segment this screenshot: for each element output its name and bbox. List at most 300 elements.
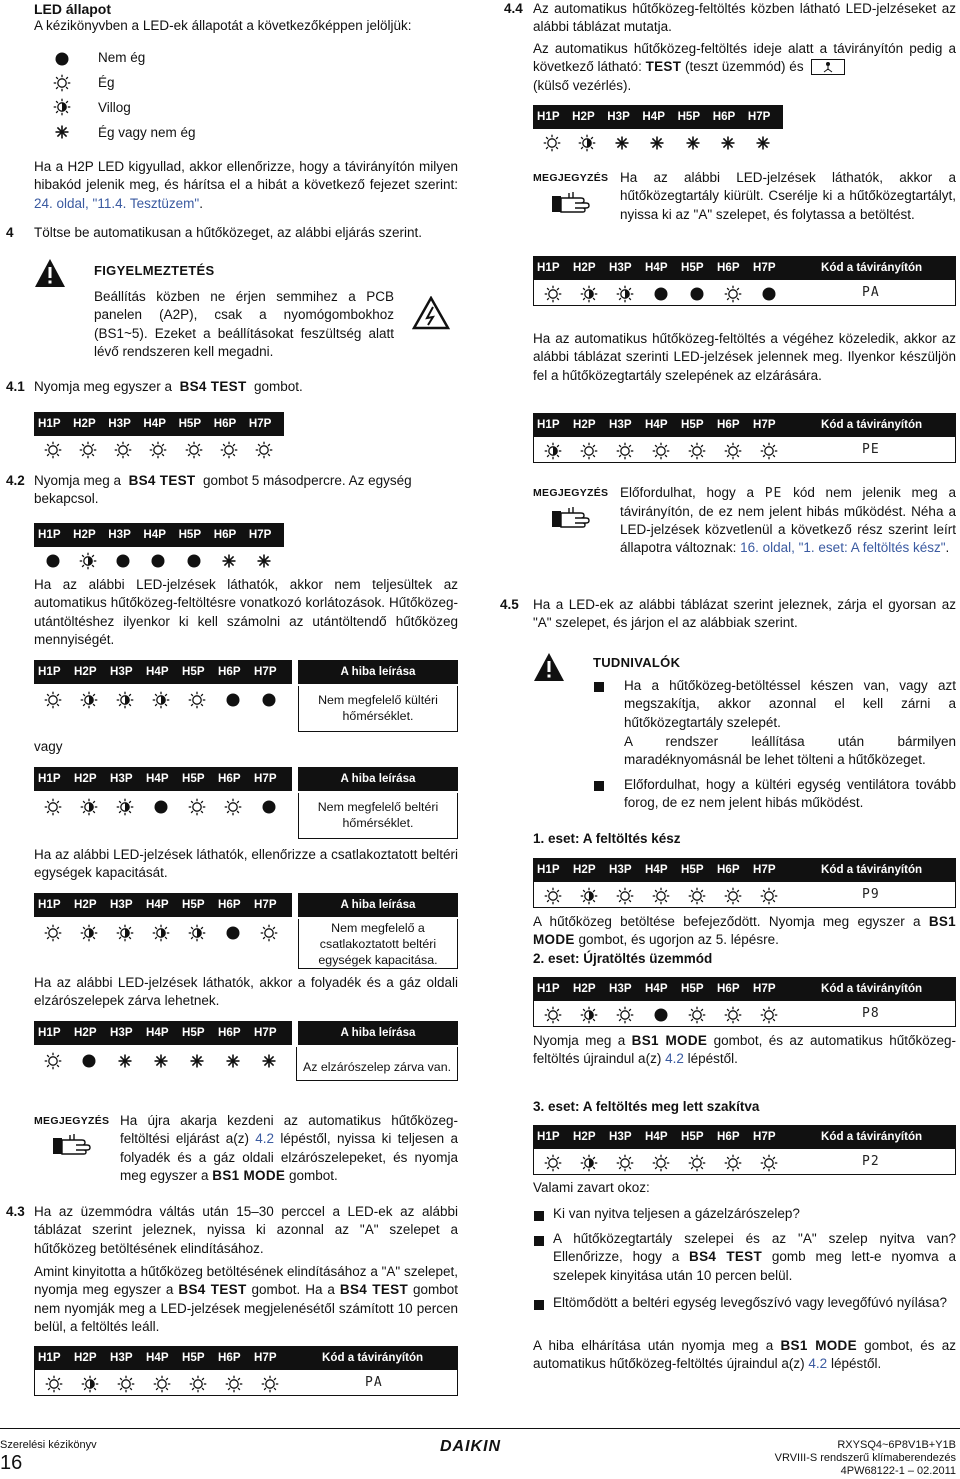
led-header-row bbox=[34, 1021, 292, 1045]
error-table-indoor bbox=[34, 767, 458, 839]
led-h5p-on-icon bbox=[182, 690, 218, 710]
led-header-h5p: H5P bbox=[677, 110, 701, 124]
legend bbox=[50, 46, 250, 146]
led-status-title: LED állapot bbox=[34, 1, 112, 17]
led-header-h5p: H5P bbox=[681, 863, 704, 877]
led-h1p-on-icon bbox=[538, 284, 574, 304]
remote-code: P2 bbox=[862, 1154, 880, 1169]
led-header-h6p: H6P bbox=[218, 898, 241, 912]
led-h3p-on-icon bbox=[111, 1374, 147, 1394]
led-header-h7p: H7P bbox=[248, 528, 272, 542]
led-h5p-off-icon bbox=[682, 284, 718, 304]
led-h7p-off-icon bbox=[754, 284, 790, 304]
note-hand-icon bbox=[52, 1132, 92, 1158]
daikin-logo: DAIKIN bbox=[440, 1438, 502, 1455]
led-h7p-off-icon bbox=[254, 797, 290, 817]
led-header-h6p: H6P bbox=[717, 1130, 740, 1144]
led-table-case-2 bbox=[533, 977, 956, 1027]
step-4-4-number: 4.4 bbox=[504, 1, 523, 16]
step-4-3-paragraph-2: Amint kinyitotta a hűtőközeg betöltésének elindításához a "A" szelepet, nyomja meg egyszer a BS4 TEST gombot. Ha a BS4 TEST gombot nem nyomják meg a LED-jelzések megjelenésétől számított 10 percen belül, a feltöltés leáll. bbox=[34, 1264, 458, 1335]
led-h5p-blink-icon bbox=[182, 923, 218, 943]
note-hand-icon bbox=[551, 190, 591, 216]
led-table-case-3 bbox=[533, 1125, 956, 1175]
note-label: MEGJEGYZÉS bbox=[533, 172, 609, 184]
case-3-intro: Valami zavart okoz: bbox=[533, 1180, 650, 1195]
led-header-h5p: H5P bbox=[182, 898, 205, 912]
case-1-link[interactable]: 16. oldal, "1. eset: A feltöltés kész" bbox=[740, 540, 946, 556]
led-header-h6p: H6P bbox=[213, 417, 237, 431]
led-header-h5p: H5P bbox=[681, 418, 704, 432]
led-h2p-blink-icon bbox=[74, 797, 110, 817]
led-h6p-off-icon bbox=[218, 690, 254, 710]
remote-code: P9 bbox=[862, 887, 880, 902]
led-h2p-blink-icon bbox=[73, 551, 108, 571]
error-header: A hiba leírása bbox=[298, 660, 458, 684]
led-header-h4p: H4P bbox=[645, 418, 668, 432]
error-description: Az elzárószelep zárva van. bbox=[296, 1047, 458, 1081]
led-h1p-off-icon bbox=[38, 551, 73, 571]
page-number: 16 bbox=[0, 1452, 23, 1474]
led-h1p-on-icon bbox=[538, 1005, 574, 1025]
led-state-row bbox=[533, 129, 783, 157]
led-h6p-on-icon bbox=[219, 1374, 255, 1394]
led-state-row bbox=[34, 1047, 290, 1075]
led-h5p-on-icon bbox=[183, 1374, 219, 1394]
led-state-row bbox=[34, 793, 290, 821]
led-state-row bbox=[34, 686, 290, 714]
led-h6p-any-icon bbox=[214, 551, 249, 571]
info-item-1b: A rendszer leállítása után bármilyen maradéknyomásnál be lehet tölteni a hűtőközeget. bbox=[624, 734, 956, 768]
remote-code-header: Kód a távirányítón bbox=[821, 863, 923, 877]
case-3-bullet-2 bbox=[534, 1236, 544, 1246]
step-link[interactable]: 4.2 bbox=[255, 1131, 275, 1147]
led-header-row bbox=[34, 893, 292, 917]
info-title: TUDNIVALÓK bbox=[593, 655, 681, 670]
led-h7p-on-icon bbox=[255, 1374, 291, 1394]
led-h3p-on-icon bbox=[610, 886, 646, 906]
step-link[interactable]: 4.2 bbox=[808, 1356, 828, 1372]
led-header-h7p: H7P bbox=[254, 1026, 277, 1040]
led-header-h4p: H4P bbox=[645, 863, 668, 877]
led-header-row bbox=[533, 413, 956, 437]
led-header-h1p: H1P bbox=[38, 665, 61, 679]
led-header-h7p: H7P bbox=[753, 418, 776, 432]
case-1-title: 1. eset: A feltöltés kész bbox=[533, 831, 681, 846]
led-state-row bbox=[34, 547, 284, 575]
led-h6p-on-icon bbox=[718, 1153, 754, 1173]
led-header-h3p: H3P bbox=[110, 1026, 133, 1040]
near-end-paragraph: Ha az automatikus hűtőközeg-feltöltés a végéhez közeledik, akkor az alábbi táblázat szerinti LED-jelzések jelennek meg. Ilyenkor készüljön fel a hűtőközegtartály szelepének az elzárására. bbox=[533, 331, 956, 383]
led-h4p-any-icon bbox=[146, 1051, 182, 1071]
led-h6p-on-icon bbox=[718, 441, 754, 461]
led-header-h3p: H3P bbox=[609, 418, 632, 432]
led-h6p-on-icon bbox=[214, 440, 249, 460]
led-h3p-on-icon bbox=[108, 440, 143, 460]
led-h1p-on-icon bbox=[537, 133, 572, 153]
error-table-capacity bbox=[34, 893, 458, 969]
led-h7p-on-icon bbox=[754, 1153, 790, 1173]
info-item-1: Ha a hűtőközeg-betöltéssel készen van, vagy azt megszakítja, akkor azonnal el kell zárni a hűtőközegtartály szelepét. bbox=[624, 678, 956, 730]
led-h4p-off-icon bbox=[646, 284, 682, 304]
led-header-h6p: H6P bbox=[218, 1351, 241, 1365]
remote-code: P8 bbox=[862, 1006, 880, 1021]
led-header-h6p: H6P bbox=[717, 418, 740, 432]
case-2-title: 2. eset: Újratöltés üzemmód bbox=[533, 951, 713, 966]
led-h3p-on-icon bbox=[610, 1153, 646, 1173]
led-header-h7p: H7P bbox=[753, 982, 776, 996]
step-4-number: 4 bbox=[6, 225, 14, 240]
led-header-h5p: H5P bbox=[681, 261, 704, 275]
remote-code-header: Kód a távirányítón bbox=[322, 1351, 424, 1365]
led-h6p-on-icon bbox=[718, 284, 754, 304]
step-4-2-text: Nyomja meg a BS4 TEST gombot 5 másodpercre. Az egység bekapcsol. bbox=[34, 473, 412, 507]
led-state-row bbox=[34, 436, 284, 464]
led-header-h4p: H4P bbox=[645, 1130, 668, 1144]
case-1-text: A hűtőközeg betöltése befejeződött. Nyomja meg egyszer a BS1 MODE gombot, és ugorjon az 5. lépésre. bbox=[533, 914, 956, 948]
led-header-h5p: H5P bbox=[178, 528, 202, 542]
error-table-valve bbox=[34, 1021, 458, 1081]
error-description: Nem megfelelő kültéri hőmérséklet. bbox=[298, 686, 458, 732]
led-h4p-on-icon bbox=[646, 441, 682, 461]
led-h4p-blink-icon bbox=[146, 923, 182, 943]
led-header-h7p: H7P bbox=[254, 898, 277, 912]
led-h1p-on-icon bbox=[538, 886, 574, 906]
note-label: MEGJEGYZÉS bbox=[34, 1115, 110, 1127]
led-header-h1p: H1P bbox=[38, 417, 61, 431]
led-h2p-blink-icon bbox=[574, 1153, 610, 1173]
led-header-row bbox=[533, 858, 956, 882]
led-header-h1p: H1P bbox=[38, 898, 61, 912]
led-h7p-on-icon bbox=[754, 886, 790, 906]
led-h1p-on-icon bbox=[38, 690, 74, 710]
led-h1p-blink-icon bbox=[538, 441, 574, 461]
led-h5p-on-icon bbox=[682, 1153, 718, 1173]
led-h6p-any-icon bbox=[218, 1051, 254, 1071]
led-h4p-off-icon bbox=[146, 797, 182, 817]
led-header-h6p: H6P bbox=[213, 528, 237, 542]
step-4-text: Töltse be automatikusan a hűtőközeget, az alábbi eljárás szerint. bbox=[34, 225, 422, 240]
led-header-h5p: H5P bbox=[182, 772, 205, 786]
led-h5p-on-icon bbox=[179, 440, 214, 460]
case-2-text: Nyomja meg a BS1 MODE gombot, és az automatikus hűtőközeg-feltöltés újraindul a(z) 4.2 lépéstől. bbox=[533, 1033, 956, 1067]
led-h2p-blink-icon bbox=[572, 133, 607, 153]
bs4-test-label: BS4 TEST bbox=[179, 379, 247, 394]
step-4-2-number: 4.2 bbox=[6, 473, 25, 488]
led-header-h1p: H1P bbox=[537, 1130, 560, 1144]
led-header-h4p: H4P bbox=[146, 898, 169, 912]
led-header-h3p: H3P bbox=[609, 863, 632, 877]
led-header-h7p: H7P bbox=[254, 665, 277, 679]
led-h6p-on-icon bbox=[718, 1005, 754, 1025]
legend-any-icon bbox=[53, 123, 71, 141]
led-h3p-on-icon bbox=[610, 1005, 646, 1025]
led-h4p-off-icon bbox=[646, 1005, 682, 1025]
led-h2p-blink-icon bbox=[74, 690, 110, 710]
valve-paragraph: Ha az alábbi LED-jelzések láthatók, akkor a folyadék és a gáz oldali elzárószelepek zárva lehetnek. bbox=[34, 975, 458, 1009]
led-header-h2p: H2P bbox=[74, 665, 97, 679]
led-header-h1p: H1P bbox=[38, 1026, 61, 1040]
led-header-row bbox=[34, 523, 284, 547]
led-header-h4p: H4P bbox=[146, 1026, 169, 1040]
led-header-h1p: H1P bbox=[537, 863, 560, 877]
legend-on-label: Ég bbox=[98, 75, 115, 90]
led-header-h6p: H6P bbox=[218, 665, 241, 679]
led-header-h2p: H2P bbox=[573, 863, 596, 877]
warning-title: FIGYELMEZTETÉS bbox=[94, 263, 215, 278]
led-h2p-blink-icon bbox=[75, 1374, 111, 1394]
capacity-paragraph: Ha az alábbi LED-jelzések láthatók, ellenőrizze a csatlakoztatott beltéri egységek kapacitását. bbox=[34, 847, 458, 881]
led-h4p-on-icon bbox=[147, 1374, 183, 1394]
led-h5p-any-icon bbox=[678, 133, 713, 153]
led-h3p-off-icon bbox=[108, 551, 143, 571]
led-h2p-on-icon bbox=[73, 440, 108, 460]
note-3-text: Előfordulhat, hogy a PE kód nem jelenik meg a távirányítón, de ez nem jelent hibás működést. Néha a LED-jelzések közvetlenül a következő rész szerint leírt állapotra változnak: 16. oldal, "1. eset: A feltöltés kész". bbox=[620, 485, 956, 556]
led-header-h6p: H6P bbox=[717, 982, 740, 996]
legend-on-icon bbox=[53, 74, 71, 92]
led-header-h7p: H7P bbox=[753, 863, 776, 877]
led-header-h2p: H2P bbox=[572, 110, 595, 124]
led-h1p-on-icon bbox=[38, 1051, 74, 1071]
step-4-3-text: Ha az üzemmódra váltás után 15–30 perccel a LED-ek az alábbi táblázat szerint jeleznek, nyissa ki azonnal az "A" szelepet a hűtőközeg betöltésének elindításához. bbox=[34, 1204, 458, 1256]
led-header-h3p: H3P bbox=[607, 110, 630, 124]
bs4-test-label: BS4 TEST bbox=[128, 473, 196, 488]
led-header-h3p: H3P bbox=[609, 1130, 632, 1144]
led-header-h4p: H4P bbox=[146, 772, 169, 786]
led-h7p-on-icon bbox=[754, 1005, 790, 1025]
led-header-h6p: H6P bbox=[717, 863, 740, 877]
step-link[interactable]: 4.2 bbox=[665, 1051, 684, 1067]
error-header: A hiba leírása bbox=[298, 893, 458, 917]
led-header-h3p: H3P bbox=[110, 1351, 133, 1365]
led-header-h5p: H5P bbox=[178, 417, 202, 431]
led-header-h7p: H7P bbox=[753, 1130, 776, 1144]
led-header-row bbox=[533, 977, 956, 1001]
or-label: vagy bbox=[34, 739, 63, 754]
step-4-1-text: Nyomja meg egyszer a BS4 TEST gombot. bbox=[34, 379, 303, 394]
led-h2p-blink-icon bbox=[574, 886, 610, 906]
led-header-h3p: H3P bbox=[609, 982, 632, 996]
led-h5p-any-icon bbox=[182, 1051, 218, 1071]
case-3-item-1: Ki van nyitva teljesen a gázelzárószelep? bbox=[553, 1206, 800, 1221]
led-state-row bbox=[534, 437, 790, 465]
info-bullet-1 bbox=[594, 682, 604, 692]
led-header-h5p: H5P bbox=[681, 1130, 704, 1144]
led-h7p-off-icon bbox=[254, 690, 290, 710]
legend-blink-icon bbox=[53, 98, 71, 116]
led-header-h3p: H3P bbox=[110, 898, 133, 912]
led-state-row bbox=[534, 280, 790, 308]
test-indicator: TEST bbox=[645, 59, 682, 75]
external-control-icon bbox=[811, 59, 845, 75]
footer-model: RXYSQ4~6P8V1B+Y1B bbox=[837, 1439, 956, 1451]
led-header-h2p: H2P bbox=[74, 1026, 97, 1040]
led-header-h4p: H4P bbox=[143, 417, 166, 431]
led-header-h1p: H1P bbox=[38, 772, 61, 786]
remote-code: PE bbox=[862, 442, 880, 457]
led-header-h5p: H5P bbox=[182, 665, 205, 679]
led-header-h6p: H6P bbox=[717, 261, 740, 275]
led-h4p-on-icon bbox=[143, 440, 178, 460]
led-h3p-blink-icon bbox=[110, 923, 146, 943]
step-4-3-number: 4.3 bbox=[6, 1204, 25, 1219]
led-state-row bbox=[534, 1149, 790, 1177]
led-h3p-any-icon bbox=[607, 133, 642, 153]
case-3-item-3: Eltömődött a beltéri egység levegőszívó vagy levegőfúvó nyílása? bbox=[553, 1295, 947, 1310]
led-state-row bbox=[534, 882, 790, 910]
legend-any-label: Ég vagy nem ég bbox=[98, 125, 196, 140]
led-h6p-any-icon bbox=[713, 133, 748, 153]
led-header-h2p: H2P bbox=[74, 1351, 97, 1365]
led-h7p-any-icon bbox=[254, 1051, 290, 1071]
led-header-h4p: H4P bbox=[143, 528, 166, 542]
led-header-h2p: H2P bbox=[573, 418, 596, 432]
led-header-h1p: H1P bbox=[38, 528, 61, 542]
footer-manual-label: Szerelési kézikönyv bbox=[0, 1439, 97, 1451]
led-h4p-blink-icon bbox=[146, 690, 182, 710]
note-2-text: Ha az alábbi LED-jelzések láthatók, akkor a hűtőközegtartály kiürült. Cserélje ki a hűtőközegtartályt, nyissa ki az "A" szelepet, és folytassa a betöltést. bbox=[620, 170, 956, 222]
led-table-empty bbox=[533, 256, 956, 306]
led-header-h1p: H1P bbox=[38, 1351, 61, 1365]
led-header-h1p: H1P bbox=[537, 418, 560, 432]
led-h7p-any-icon bbox=[748, 133, 783, 153]
led-h6p-on-icon bbox=[718, 886, 754, 906]
led-header-h7p: H7P bbox=[254, 1351, 277, 1365]
led-state-row bbox=[34, 919, 290, 947]
led-h2p-blink-icon bbox=[74, 923, 110, 943]
led-h1p-on-icon bbox=[538, 1153, 574, 1173]
led-h6p-off-icon bbox=[218, 923, 254, 943]
footer-series: VRVIII-S rendszerű klímaberendezés bbox=[774, 1452, 956, 1464]
led-h1p-on-icon bbox=[38, 797, 74, 817]
led-h3p-blink-icon bbox=[110, 797, 146, 817]
led-h3p-on-icon bbox=[610, 441, 646, 461]
led-header-h5p: H5P bbox=[182, 1026, 205, 1040]
remote-code-header: Kód a távirányítón bbox=[821, 982, 923, 996]
remote-code-header: Kód a távirányítón bbox=[821, 418, 923, 432]
led-header-h2p: H2P bbox=[74, 898, 97, 912]
led-h3p-any-icon bbox=[110, 1051, 146, 1071]
led-header-h4p: H4P bbox=[645, 982, 668, 996]
led-h7p-any-icon bbox=[249, 551, 284, 571]
led-state-row bbox=[35, 1370, 291, 1398]
step-4-5-text: Ha a LED-ek az alábbi táblázat szerint jeleznek, zárja el gyorsan az "A" szelepet, és járjon el az alábbiak szerint. bbox=[533, 597, 956, 631]
led-table-4-3 bbox=[34, 1346, 458, 1396]
led-header-h6p: H6P bbox=[218, 1026, 241, 1040]
warning-icon bbox=[34, 258, 66, 288]
led-h1p-on-icon bbox=[38, 440, 73, 460]
led-header-h1p: H1P bbox=[537, 982, 560, 996]
led-header-h4p: H4P bbox=[146, 665, 169, 679]
error-description: Nem megfelelő a csatlakoztatott beltéri egységek kapacitása. bbox=[298, 919, 458, 969]
led-h7p-on-icon bbox=[249, 440, 284, 460]
led-header-h6p: H6P bbox=[712, 110, 736, 124]
remote-code: PA bbox=[365, 1375, 383, 1390]
led-header-h7p: H7P bbox=[248, 417, 272, 431]
led-header-h3p: H3P bbox=[110, 772, 133, 786]
led-h2p-blink-icon bbox=[574, 1005, 610, 1025]
error-table-outdoor bbox=[34, 660, 458, 732]
step-4-1-number: 4.1 bbox=[6, 379, 25, 394]
warning-body: Beállítás közben ne érjen semmihez a PCB panelen (A2P), csak a nyomógombokhoz (BS1~5). Ezeket a beállításokat feszültség alatt lévő rendszeren kell megadni. bbox=[94, 289, 394, 360]
led-header-h2p: H2P bbox=[73, 528, 96, 542]
note-hand-icon bbox=[551, 505, 591, 531]
led-status-intro: A kézikönyvben a LED-ek állapotát a következőképpen jelöljük: bbox=[34, 18, 412, 33]
led-h5p-on-icon bbox=[682, 1005, 718, 1025]
led-h1p-on-icon bbox=[38, 923, 74, 943]
led-h5p-on-icon bbox=[682, 441, 718, 461]
case-3-bullet-3 bbox=[534, 1300, 544, 1310]
led-h5p-on-icon bbox=[682, 886, 718, 906]
led-header-row bbox=[34, 767, 292, 791]
led-h3p-blink-icon bbox=[110, 690, 146, 710]
led-header-h3p: H3P bbox=[108, 417, 131, 431]
led-header-h7p: H7P bbox=[753, 261, 776, 275]
led-header-row bbox=[34, 660, 292, 684]
led-header-h7p: H7P bbox=[254, 772, 277, 786]
step-4-4-text: Az automatikus hűtőközeg-feltöltés közben látható LED-jelzéseket az alábbi táblázat mutatja. bbox=[533, 1, 956, 35]
led-header-h1p: H1P bbox=[537, 110, 560, 124]
footer-rule bbox=[0, 1428, 960, 1429]
led-header-h5p: H5P bbox=[182, 1351, 205, 1365]
led-h2p-on-icon bbox=[574, 441, 610, 461]
note-label: MEGJEGYZÉS bbox=[533, 487, 609, 499]
led-table-4-4 bbox=[533, 105, 783, 157]
led-h4p-on-icon bbox=[646, 1153, 682, 1173]
led-header-h4p: H4P bbox=[146, 1351, 169, 1365]
error-header: A hiba leírása bbox=[298, 767, 458, 791]
step-4-4-paragraph-2: Az automatikus hűtőközeg-feltöltés ideje alatt a távirányítón pedig a következő látható: TEST (teszt üzemmód) és (külső vezérlés). bbox=[533, 41, 956, 93]
h2p-link[interactable]: 24. oldal, "11.4. Tesztüzem" bbox=[34, 195, 200, 211]
error-header: A hiba leírása bbox=[298, 1021, 458, 1045]
led-header-h3p: H3P bbox=[110, 665, 133, 679]
led-h4p-off-icon bbox=[143, 551, 178, 571]
info-icon bbox=[533, 652, 565, 682]
led-header-h2p: H2P bbox=[573, 982, 596, 996]
remote-code: PA bbox=[862, 285, 880, 300]
step-4-5-number: 4.5 bbox=[500, 597, 519, 612]
led-header-h5p: H5P bbox=[681, 982, 704, 996]
led-h2p-off-icon bbox=[74, 1051, 110, 1071]
led-header-row bbox=[34, 1346, 458, 1370]
case-3-title: 3. eset: A feltöltés meg lett szakítva bbox=[533, 1099, 760, 1114]
remote-code-header: Kód a távirányítón bbox=[821, 1130, 923, 1144]
footer-docnum: 4PW68122-1 – 02.2011 bbox=[840, 1465, 956, 1477]
led-table-4-1 bbox=[34, 412, 284, 464]
led-h7p-on-icon bbox=[254, 923, 290, 943]
led-header-h1p: H1P bbox=[537, 261, 560, 275]
led-header-h2p: H2P bbox=[74, 772, 97, 786]
led-header-h2p: H2P bbox=[573, 261, 596, 275]
led-header-row bbox=[533, 256, 956, 280]
led-h6p-on-icon bbox=[218, 797, 254, 817]
legend-off-icon bbox=[53, 50, 71, 68]
note-1-text: Ha újra akarja kezdeni az automatikus hűtőközeg-feltöltési eljárást a(z) 4.2 lépéstől, nyissa ki teljesen a folyadék és a gáz oldali elzárószelepeket, és nyomja meg egyszer a BS1 MODE gombot. bbox=[120, 1113, 458, 1184]
limit-paragraph: Ha az alábbi LED-jelzések láthatók, akkor nem teljesültek az automatikus hűtőközeg-feltöltésre vonatkozó korlátozások. Hűtőközeg-utántöltéshez ilyenkor ki kell számolni az utántöltendő hűtőközeg mennyiségét. bbox=[34, 577, 458, 648]
led-table-case-1 bbox=[533, 858, 956, 908]
led-header-h3p: H3P bbox=[609, 261, 632, 275]
led-header-h4p: H4P bbox=[645, 261, 668, 275]
led-header-row bbox=[533, 105, 783, 129]
info-bullet-2 bbox=[594, 781, 604, 791]
legend-off-label: Nem ég bbox=[98, 50, 146, 65]
legend-blink-label: Villog bbox=[98, 100, 131, 115]
case-3-item-2: A hűtőközegtartály szelepei és az "A" szelep nyitva van? Ellenőrizze, hogy a BS4 TEST gomb meg lett-e nyomva a szelepek kinyitása után 10 percen belül. bbox=[553, 1231, 956, 1283]
led-header-row bbox=[533, 1125, 956, 1149]
led-state-row bbox=[534, 1001, 790, 1029]
case-3-bullet-1 bbox=[534, 1211, 544, 1221]
error-description: Nem megfelelő beltéri hőmérséklet. bbox=[298, 793, 458, 839]
led-h4p-any-icon bbox=[642, 133, 677, 153]
